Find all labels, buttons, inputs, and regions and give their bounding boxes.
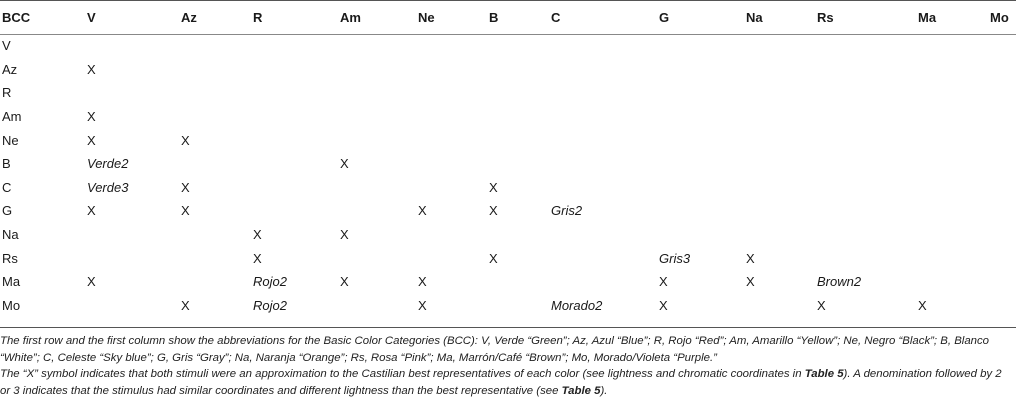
table-cell: Rojo2 — [253, 274, 287, 290]
table-row — [0, 246, 1016, 270]
table-cell: X — [340, 227, 349, 243]
table-cell: X — [418, 297, 427, 313]
table-row — [0, 128, 1016, 152]
column-header: Rs — [817, 9, 834, 25]
table-cell: X — [659, 274, 668, 290]
column-header: Mo — [990, 9, 1009, 25]
table-row — [0, 199, 1016, 223]
table-cell: X — [340, 156, 349, 172]
table-cell: X — [181, 179, 190, 195]
table-cell: X — [489, 203, 498, 219]
table-footnote-symbols — [0, 366, 1012, 399]
column-header: Az — [181, 9, 197, 25]
table-cell: X — [418, 274, 427, 290]
column-header: B — [489, 9, 499, 25]
table-row — [0, 176, 1016, 200]
row-label: B — [2, 156, 11, 172]
table-cell: Verde3 — [87, 179, 129, 195]
table-cell: X — [418, 203, 427, 219]
table-cell: X — [489, 179, 498, 195]
row-label: Ma — [2, 274, 21, 290]
row-label: V — [2, 38, 11, 54]
table-cell: Gris3 — [659, 250, 691, 266]
table-row — [0, 105, 1016, 129]
table-cell: X — [181, 297, 190, 313]
row-label: G — [2, 203, 13, 219]
row-label: Mo — [2, 297, 21, 313]
table-cell: Verde2 — [87, 156, 129, 172]
table-row — [0, 270, 1016, 294]
table-row — [0, 34, 1016, 58]
table-cell: X — [181, 132, 190, 148]
column-header: Ne — [418, 9, 435, 25]
table-cell: Gris2 — [551, 203, 583, 219]
table-cell: X — [659, 297, 668, 313]
footnote-line1: The first row and the first column show the abbreviations for the Basic Color Categories (BCC): V, Verde “Green”; Az, Azul “Blue”; R, Rojo “Red”; Am, Amarillo “Yellow”; Ne, Negro “Black”; B, Blanco “White”; C, Celeste “Sky blue”; G, Gris “Gray”; Na, Naranja “Orange”; Rs, Rosa “Pink”; Ma, Marrón/Café “Brown”; Mo, Morado/Violeta “Purple.” — [0, 335, 990, 364]
table-row — [0, 223, 1016, 247]
table-cell: X — [746, 274, 755, 290]
table-cell: X — [87, 109, 96, 125]
table-cell: X — [918, 297, 927, 313]
footnote-line2-c: ). — [600, 384, 608, 397]
row-label: R — [2, 85, 12, 101]
footnote-line2-b: ). A denomination followed by 2 or 3 indicates that the stimulus had similar coordinates and different lightness than the best representative (see — [0, 368, 1002, 397]
table-cell: X — [489, 250, 498, 266]
footnote-line2-a: The “X” symbol indicates that both stimuli were an approximation to the Castilian best representatives of each color (see lightness and chromatic coordinates in — [0, 368, 805, 380]
column-header: V — [87, 9, 96, 25]
table-cell: X — [340, 274, 349, 290]
row-label: C — [2, 179, 12, 195]
table-cell: Morado2 — [551, 297, 603, 313]
table-cell: X — [817, 297, 826, 313]
table-row — [0, 81, 1016, 105]
column-header: BCC — [2, 9, 31, 25]
row-label: Ne — [2, 132, 19, 148]
column-header: Na — [746, 9, 763, 25]
column-header: Ma — [918, 9, 937, 25]
column-header: R — [253, 9, 263, 25]
table-cell: X — [253, 250, 262, 266]
table-row — [0, 58, 1016, 82]
table-cell: Rojo2 — [253, 297, 287, 313]
table-bottom-rule — [0, 327, 1016, 328]
table-5-reference[interactable]: Table 5 — [561, 384, 601, 397]
table-header-row — [0, 0, 1016, 34]
table-cell: X — [87, 203, 96, 219]
table-cell: X — [87, 132, 96, 148]
column-header: Am — [340, 9, 361, 25]
table-5-reference[interactable]: Table 5 — [804, 368, 844, 380]
table-body — [0, 34, 1016, 317]
table-cell: Brown2 — [817, 274, 862, 290]
column-header: G — [659, 9, 670, 25]
table-row — [0, 294, 1016, 318]
table-row — [0, 152, 1016, 176]
table-cell: X — [181, 203, 190, 219]
row-label: Rs — [2, 250, 18, 266]
table-footnote-definitions — [0, 333, 1012, 366]
table-cell: X — [87, 274, 96, 290]
table-cell: X — [746, 250, 755, 266]
row-label: Az — [2, 61, 18, 77]
row-label: Na — [2, 227, 19, 243]
row-label: Am — [2, 109, 22, 125]
column-header: C — [551, 9, 561, 25]
table-cell: X — [253, 227, 262, 243]
table-cell: X — [87, 61, 96, 77]
